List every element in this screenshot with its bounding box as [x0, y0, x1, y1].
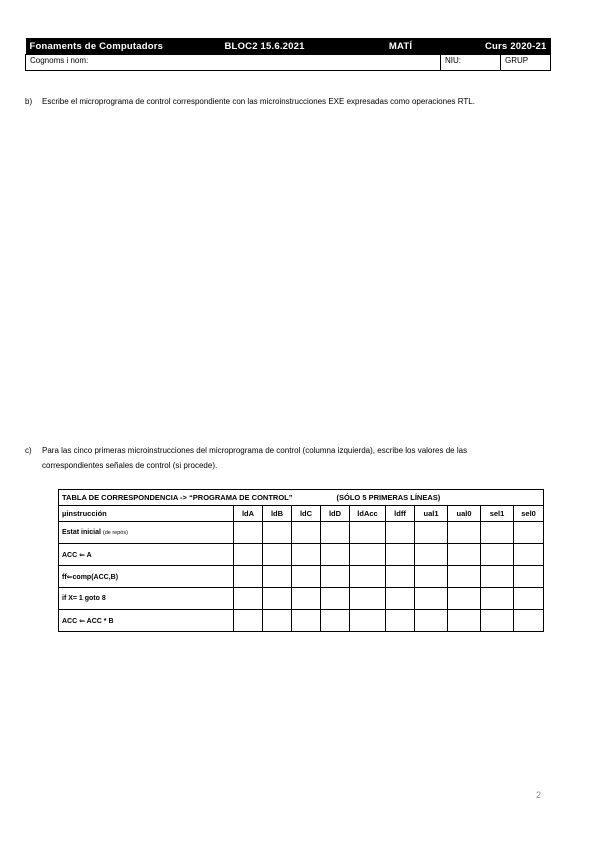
- signal-cell[interactable]: [321, 566, 350, 588]
- instruction-cell: [59, 588, 234, 610]
- signal-cell[interactable]: [415, 588, 448, 610]
- signal-cell[interactable]: [263, 544, 292, 566]
- signal-cell[interactable]: [321, 588, 350, 610]
- table-row: [59, 588, 544, 610]
- signal-cell[interactable]: [448, 588, 481, 610]
- page-number: 2: [536, 790, 542, 800]
- instruction-text: ff⇐comp(ACC,B): [62, 573, 119, 581]
- signal-cell[interactable]: [448, 522, 481, 544]
- col-header-ldAcc: ldAcc: [350, 506, 386, 522]
- signal-cell[interactable]: [321, 610, 350, 632]
- instruction-cell: [59, 610, 234, 632]
- signal-cell[interactable]: [263, 522, 292, 544]
- signal-cell[interactable]: [292, 544, 321, 566]
- signal-cell[interactable]: [292, 610, 321, 632]
- signal-cell[interactable]: [481, 566, 514, 588]
- signal-cell[interactable]: [481, 522, 514, 544]
- question-c-line2: correspondientes señales de control (si procede).: [42, 461, 218, 470]
- signal-cell[interactable]: [234, 544, 263, 566]
- signal-cell[interactable]: [234, 610, 263, 632]
- col-header-ldff: ldff: [386, 506, 415, 522]
- table-title-right: (SÓLO 5 PRIMERAS LÍNEAS): [336, 493, 441, 502]
- instruction-text: ACC ⇐ ACC * B: [62, 617, 114, 625]
- col-header-ldA: ldA: [234, 506, 263, 522]
- signal-cell[interactable]: [514, 566, 544, 588]
- signal-cell[interactable]: [415, 566, 448, 588]
- signal-cell[interactable]: [263, 588, 292, 610]
- signal-cell[interactable]: [292, 588, 321, 610]
- instruction-note: (de repòs): [102, 530, 128, 536]
- signal-cell[interactable]: [448, 566, 481, 588]
- control-table: [58, 489, 544, 632]
- instruction-text: ACC ⇐ A: [62, 551, 92, 559]
- signal-cell[interactable]: [350, 610, 386, 632]
- instruction-cell: [59, 544, 234, 566]
- col-header-ual0: ual0: [448, 506, 481, 522]
- signal-cell[interactable]: [350, 588, 386, 610]
- signal-cell[interactable]: [321, 544, 350, 566]
- table-row: [59, 544, 544, 566]
- instruction-text: if X= 1 goto 8: [62, 595, 106, 602]
- session-label: MATÍ: [361, 38, 441, 55]
- signal-cell[interactable]: [415, 610, 448, 632]
- col-header-ual1: ual1: [415, 506, 448, 522]
- signal-cell[interactable]: [234, 522, 263, 544]
- col-header-sel1: sel1: [481, 506, 514, 522]
- name-field[interactable]: Cognoms i nom:: [26, 55, 441, 71]
- signal-cell[interactable]: [292, 522, 321, 544]
- signal-cell[interactable]: [350, 544, 386, 566]
- table-row: [59, 522, 544, 544]
- question-b-letter: b): [25, 97, 33, 106]
- niu-field[interactable]: NIU:: [441, 55, 501, 71]
- signal-cell[interactable]: [386, 522, 415, 544]
- signal-cell[interactable]: [234, 566, 263, 588]
- signal-cell[interactable]: [386, 544, 415, 566]
- instruction-cell: [59, 522, 234, 544]
- table-row: [59, 566, 544, 588]
- instruction-cell: [59, 566, 234, 588]
- signal-cell[interactable]: [234, 588, 263, 610]
- col-header-ldB: ldB: [263, 506, 292, 522]
- signal-cell[interactable]: [481, 588, 514, 610]
- col-header-ldC: ldC: [292, 506, 321, 522]
- block-date: BLOC2 15.6.2021: [221, 38, 361, 55]
- table-title: [59, 490, 544, 506]
- signal-cell[interactable]: [350, 522, 386, 544]
- signal-cell[interactable]: [386, 588, 415, 610]
- signal-cell[interactable]: [448, 544, 481, 566]
- signal-cell[interactable]: [386, 566, 415, 588]
- col-header-instruction: µinstrucción: [59, 506, 234, 522]
- instruction-text: Estat inicial: [62, 529, 101, 536]
- signal-cell[interactable]: [481, 544, 514, 566]
- signal-cell[interactable]: [514, 588, 544, 610]
- question-b-text: Escribe el microprograma de control correspondiente con las microinstrucciones EXE expresadas como operaciones RTL.: [42, 97, 475, 106]
- col-header-sel0: sel0: [514, 506, 544, 522]
- course-year: Curs 2020-21: [441, 38, 551, 55]
- signal-cell[interactable]: [514, 522, 544, 544]
- signal-cell[interactable]: [481, 610, 514, 632]
- question-c: [25, 443, 585, 475]
- question-c-line1: Para las cinco primeras microinstrucciones del microprograma de control (columna izquierda), escribe los valores de las: [42, 446, 468, 455]
- signal-cell[interactable]: [448, 610, 481, 632]
- signal-cell[interactable]: [514, 544, 544, 566]
- question-c-letter: c): [25, 446, 32, 455]
- course-name: Fonaments de Computadors: [26, 38, 221, 55]
- signal-cell[interactable]: [263, 610, 292, 632]
- exam-header: [25, 38, 551, 71]
- signal-cell[interactable]: [350, 566, 386, 588]
- table-row: [59, 610, 544, 632]
- signal-cell[interactable]: [514, 610, 544, 632]
- signal-cell[interactable]: [292, 566, 321, 588]
- signal-cell[interactable]: [415, 522, 448, 544]
- signal-cell[interactable]: [386, 610, 415, 632]
- signal-cell[interactable]: [415, 544, 448, 566]
- signal-cell[interactable]: [263, 566, 292, 588]
- table-title-left: TABLA DE CORRESPONDENCIA -> “PROGRAMA DE CONTROL”: [62, 493, 293, 502]
- group-field[interactable]: GRUP: [501, 55, 551, 71]
- col-header-ldD: ldD: [321, 506, 350, 522]
- signal-cell[interactable]: [321, 522, 350, 544]
